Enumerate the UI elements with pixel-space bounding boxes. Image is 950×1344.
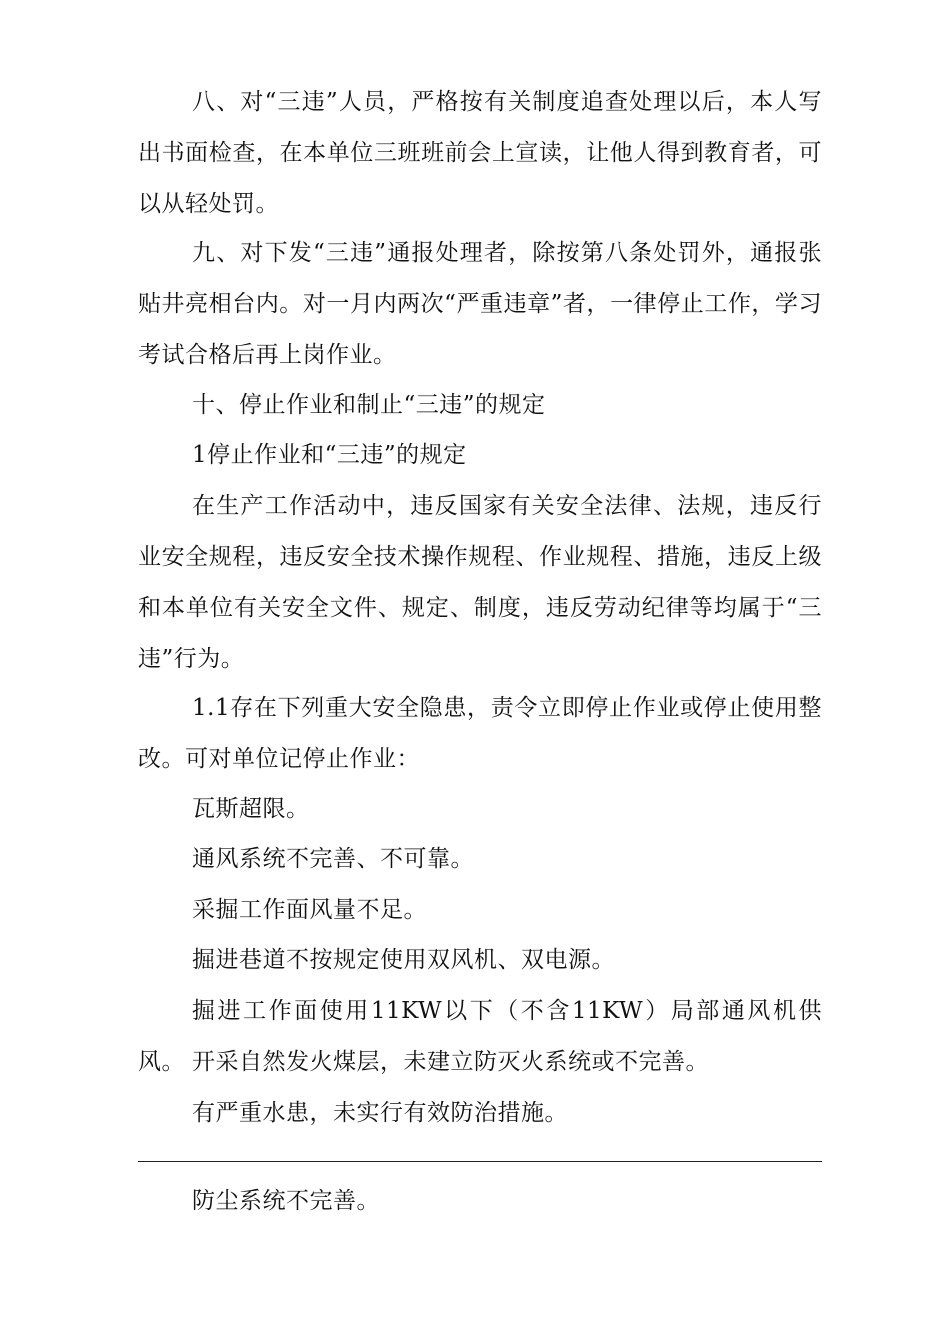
list-item: 开采自然发火煤层，未建立防灭火系统或不完善。 (192, 1049, 709, 1075)
list-item: 通风系统不完善、不可靠。 (192, 846, 474, 872)
section-heading-10: 十、停止作业和制止“三违”的规定 (192, 392, 546, 418)
paragraph-8: 八、对“三违”人员，严格按有关制度追查处理以后，本人写出书面检查，在本单位三班班前会上宣读，让他人得到教育者，可以从轻处罚。 (138, 89, 822, 217)
separator-rule (138, 1161, 822, 1162)
list-item: 掘进巷道不按规定使用双风机、双电源。 (192, 947, 615, 973)
list-item: 有严重水患，未实行有效防治措施。 (192, 1100, 568, 1126)
list-item: 采掘工作面风量不足。 (192, 897, 427, 923)
list-item: 瓦斯超限。 (192, 796, 310, 822)
list-item: 掘进工作面使用11KW以下（不含11KW）局部通风机供风。 (138, 998, 822, 1075)
list-item: 防尘系统不完善。 (192, 1188, 380, 1214)
paragraph-1-1: 1.1存在下列重大安全隐患，责令立即停止作业或停止使用整改。可对单位记停止作业： (138, 695, 822, 772)
paragraph-9: 九、对下发“三违”通报处理者，除按第八条处罚外，通报张贴井亮相台内。对一月内两次“严重违章”者，一律停止工作，学习考试合格后再上岗作业。 (138, 240, 822, 368)
paragraph-violations-definition: 在生产工作活动中，违反国家有关安全法律、法规，违反行业安全规程，违反安全技术操作规程、作业规程、措施，违反上级和本单位有关安全文件、规定、制度，违反劳动纪律等均属于“三违”行为。 (138, 493, 822, 672)
subsection-heading-1: 1停止作业和“三违”的规定 (192, 442, 467, 468)
